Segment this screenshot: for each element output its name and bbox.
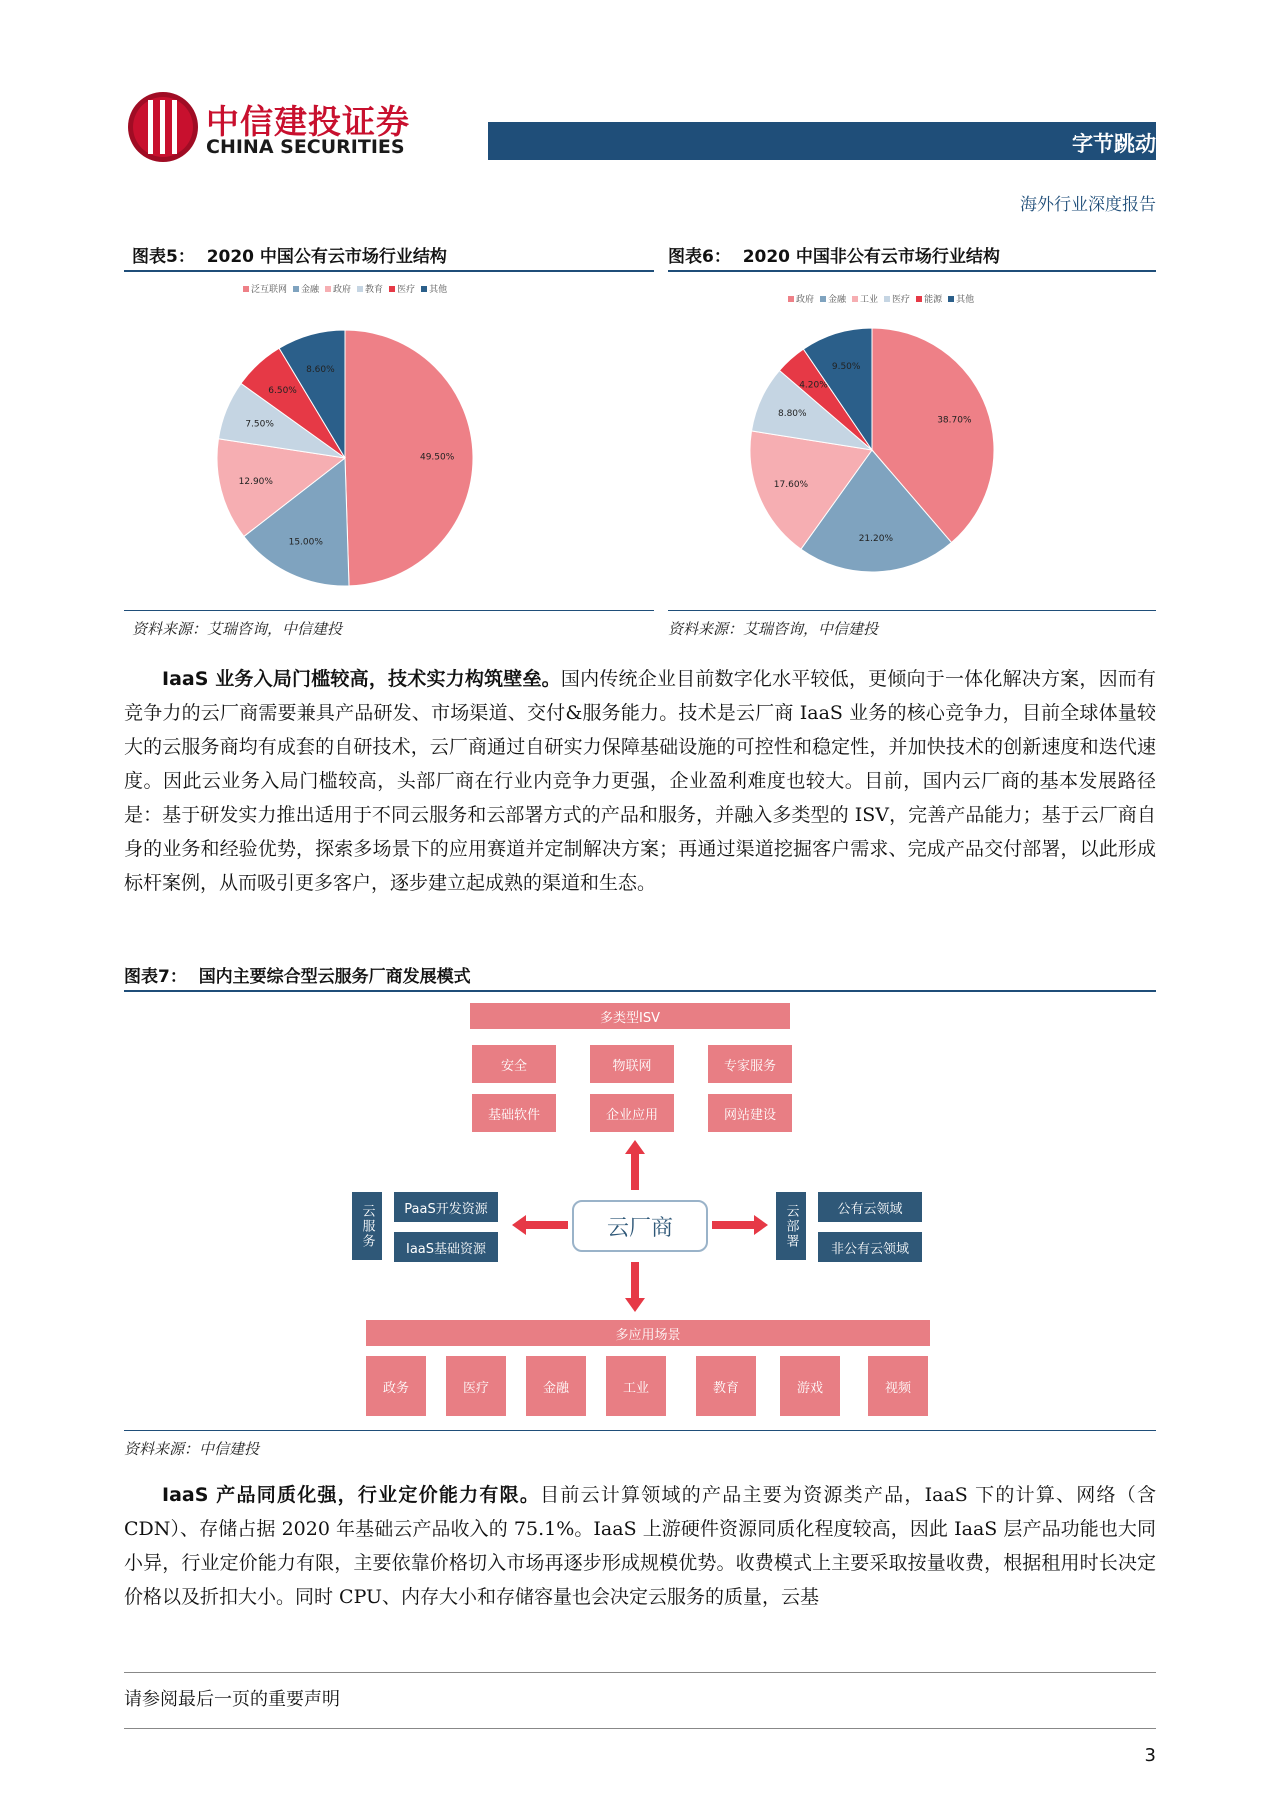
cloud-vendor-center: 云厂商 [572,1200,708,1252]
legend-swatch [325,286,331,292]
fig5-legend [243,282,447,295]
legend-entry [948,292,974,305]
isv-item-box: 专家服务 [708,1045,792,1083]
legend-label: 政府 [796,295,815,305]
pie-data-label: 12.90% [238,477,273,488]
fig5-bottom-rule [124,610,654,611]
legend-label: 教育 [365,285,384,295]
legend-label: 其他 [956,295,975,305]
legend-label: 金融 [828,295,847,305]
pie-data-label: 6.50% [268,386,297,397]
logo-english: CHINA SECURITIES [206,136,405,158]
cloud-deploy-item: 非公有云领域 [818,1232,922,1262]
pie-data-label: 7.50% [245,419,274,430]
legend-label: 政府 [333,285,352,295]
fig6-bottom-rule [668,610,1156,611]
pie-data-label: 49.50% [419,452,455,463]
cloud-service-label: 云服务 [352,1192,382,1260]
scene-item-box: 游戏 [780,1356,840,1416]
isv-item-box: 基础软件 [472,1094,556,1132]
legend-swatch [788,296,794,302]
arrow-left-icon [512,1210,568,1240]
scene-item-box: 视频 [868,1356,928,1416]
isv-item-box: 网站建设 [708,1094,792,1132]
fig5-source: 资料来源：艾瑞咨询，中信建投 [132,620,343,638]
scene-item-box: 医疗 [446,1356,506,1416]
page-number: 3 [1144,1745,1156,1766]
legend-swatch [852,296,858,302]
isv-header-box: 多类型ISV [470,1003,790,1029]
legend-swatch [293,286,299,292]
legend-swatch [916,296,922,302]
isv-item-box: 物联网 [590,1045,674,1083]
legend-label: 医疗 [397,285,416,295]
pie-data-label: 8.60% [306,365,335,376]
fig6-legend [788,292,974,305]
fig5-top-rule [124,270,654,272]
footer-rule [124,1672,1156,1673]
paragraph-iaas-homogeneity [124,1478,1156,1614]
disclaimer-note: 请参阅最后一页的重要声明 [124,1689,340,1710]
legend-swatch [389,286,395,292]
isv-item-box: 企业应用 [590,1094,674,1132]
pie-data-label: 8.80% [777,409,807,420]
scene-item-box: 政务 [366,1356,426,1416]
fig7-title: 图表7： 国内主要综合型云服务厂商发展模式 [124,967,471,987]
pie-data-label: 15.00% [288,537,323,548]
fig7-source: 资料来源：中信建投 [124,1440,260,1458]
legend-entry [293,282,319,295]
legend-entry [852,292,878,305]
legend-label: 金融 [301,285,320,295]
legend-entry [243,282,287,295]
arrow-right-icon [712,1210,768,1240]
pie-data-label: 21.20% [858,533,894,544]
legend-label: 医疗 [892,295,911,305]
paragraph-body: 目前云计算领域的产品主要为资源类产品，IaaS 下的计算、网络（含 CDN）、存储占据 2020 年基础云产品收入的 75.1%。IaaS 上游硬件资源同质化程度较高，因此 IaaS 层产品功能也大同小异，行业定价能力有限，主要依靠价格切入市场再逐步形成规模优势。收费模式上主要采取按量收费，根据租用时长决定价格以及折扣大小。同时 CPU、内存大小和存储容量也会决定云服务的质量，云基 [124,1484,1157,1608]
cloud-service-item: PaaS开发资源 [394,1192,498,1222]
paragraph-iaas-barrier [124,662,1156,900]
legend-entry [325,282,351,295]
fig6-source: 资料来源：艾瑞咨询，中信建投 [668,620,879,638]
fig6-pie-chart [740,320,1010,580]
fig5-title: 图表5： 2020 中国公有云市场行业结构 [132,247,447,267]
fig7-bottom-rule [124,1430,1156,1431]
header-bar [488,122,1156,160]
pie-data-label: 17.60% [773,479,809,490]
legend-label: 其他 [429,285,448,295]
paragraph-lead: IaaS 产品同质化强，行业定价能力有限。 [162,1484,541,1506]
legend-entry [820,292,846,305]
fig7-top-rule [124,990,1156,992]
legend-swatch [948,296,954,302]
document-title: 字节跳动 [1072,132,1156,156]
report-type: 海外行业深度报告 [1020,195,1156,215]
fig5-pie-chart [200,310,490,600]
legend-swatch [421,286,427,292]
legend-swatch [884,296,890,302]
legend-swatch [357,286,363,292]
legend-label: 泛互联网 [251,285,288,295]
logo-emblem-icon [128,92,198,162]
legend-entry [421,282,447,295]
legend-entry [884,292,910,305]
legend-entry [916,292,942,305]
paragraph-lead: IaaS 业务入局门槛较高，技术实力构筑壁垒。 [162,668,561,690]
scene-header-box: 多应用场景 [366,1320,930,1346]
fig6-title: 图表6： 2020 中国非公有云市场行业结构 [668,247,1000,267]
cloud-deploy-label: 云部署 [776,1192,806,1260]
pie-data-label: 4.20% [799,380,828,391]
logo-chinese: 中信建投证券 [206,102,410,141]
isv-item-box: 安全 [472,1045,556,1083]
fig6-top-rule [668,270,1156,272]
legend-label: 能源 [924,295,943,305]
cloud-deploy-item: 公有云领域 [818,1192,922,1222]
scene-item-box: 金融 [526,1356,586,1416]
legend-entry [357,282,383,295]
footer-rule-bottom [124,1728,1156,1729]
arrow-up-icon [620,1140,650,1190]
scene-item-box: 教育 [696,1356,756,1416]
paragraph-body: 国内传统企业目前数字化水平较低，更倾向于一体化解决方案，因而有竞争力的云厂商需要兼具产品研发、市场渠道、交付&服务能力。技术是云厂商 IaaS 业务的核心竞争力，目前全球体量较大的云服务商均有成套的自研技术，云厂商通过自研实力保障基础设施的可控性和稳定性，并加快技术的创新速度和迭代速度。因此云业务入局门槛较高，头部厂商在行业内竞争力更强，企业盈利难度也较大。目前，国内云厂商的基本发展路径是：基于研发实力推出适用于不同云服务和云部署方式的产品和服务，并融入多类型的 ISV，完善产品能力；基于云厂商自身的业务和经验优势，探索多场景下的应用赛道并定制解决方案；再通过渠道挖掘客户需求、完成产品交付部署，以此形成标杆案例，从而吸引更多客户，逐步建立起成熟的渠道和生态。 [124,668,1156,894]
arrow-down-icon [620,1262,650,1312]
legend-swatch [243,286,249,292]
legend-entry [788,292,814,305]
pie-data-label: 38.70% [937,415,972,426]
pie-data-label: 9.50% [831,362,861,373]
legend-label: 工业 [860,295,879,305]
cloud-service-item: IaaS基础资源 [394,1232,498,1262]
scene-item-box: 工业 [606,1356,666,1416]
legend-entry [389,282,415,295]
legend-swatch [820,296,826,302]
